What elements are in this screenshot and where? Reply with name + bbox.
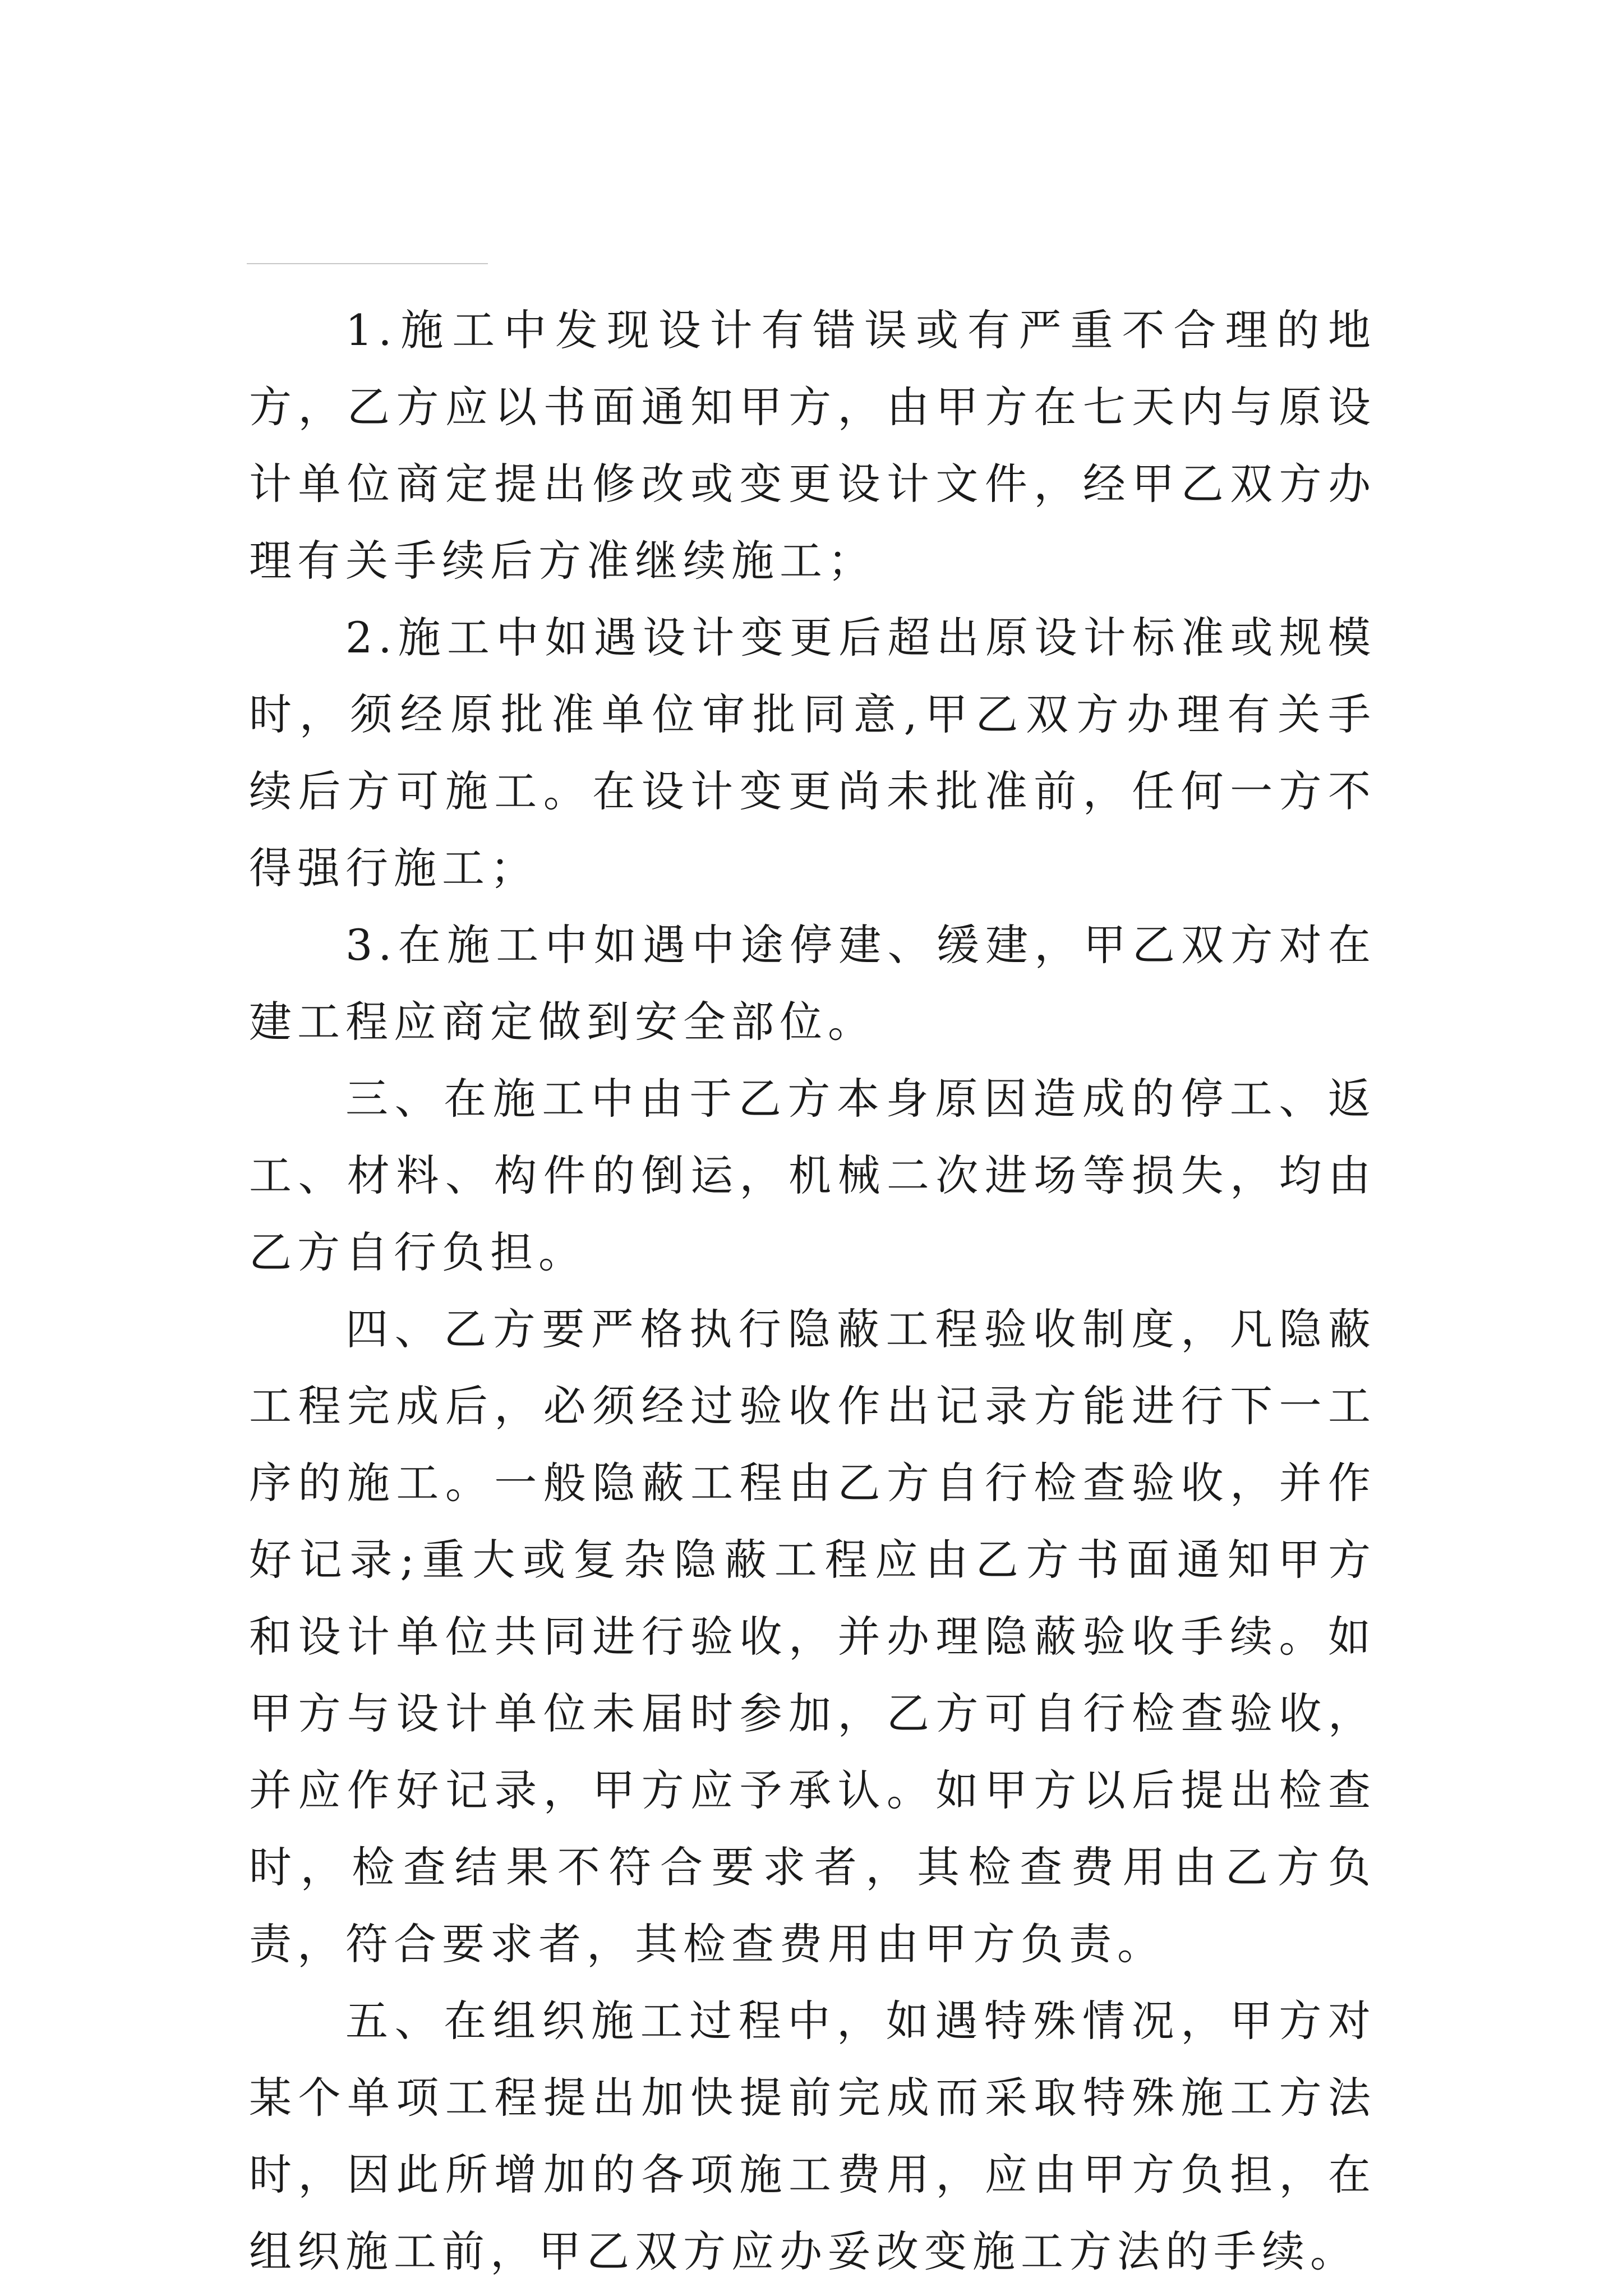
paragraph-section-4: 四、乙方要严格执行隐蔽工程验收制度，凡隐蔽工程完成后，必须经过验收作出记录方能进行下一工序的施工。一般隐蔽工程由乙方自行检查验收，并作好记录;重大或复杂隐蔽工程应由乙方书面通知甲方和设计单位共同进行验收，并办理隐蔽验收手续。如甲方与设计单位未届时参加，乙方可自行检查验收，并应作好记录，甲方应予承认。如甲方以后提出检查时，检查结果不符合要求者，其检查费用由乙方负责，符合要求者，其检查费用由甲方负责。 [249,1304,1376,1969]
paragraph-section-3: 三、在施工中由于乙方本身原因造成的停工、返工、材料、构件的倒运，机械二次进场等损失，均由乙方自行负担。 [249,1074,1376,1277]
document-body [249,292,1376,2290]
paragraph-clause-3: 3.在施工中如遇中途停建、缓建，甲乙双方对在建工程应商定做到安全部位。 [249,920,1376,1047]
paragraph-clause-2: 2.施工中如遇设计变更后超出原设计标准或规模时，须经原批准单位审批同意,甲乙双方办理有关手续后方可施工。在设计变更尚未批准前，任何一方不得强行施工； [249,613,1376,893]
paragraph-section-5: 五、在组织施工过程中，如遇特殊情况，甲方对某个单项工程提出加快提前完成而采取特殊施工方法时，因此所增加的各项施工费用，应由甲方负担，在组织施工前，甲乙双方应办妥改变施工方法的手续。 [249,1996,1376,2276]
paragraph-clause-1: 1.施工中发现设计有错误或有严重不合理的地方，乙方应以书面通知甲方，由甲方在七天内与原设计单位商定提出修改或变更设计文件，经甲乙双方办理有关手续后方准继续施工； [249,305,1376,586]
header-divider [247,263,488,264]
